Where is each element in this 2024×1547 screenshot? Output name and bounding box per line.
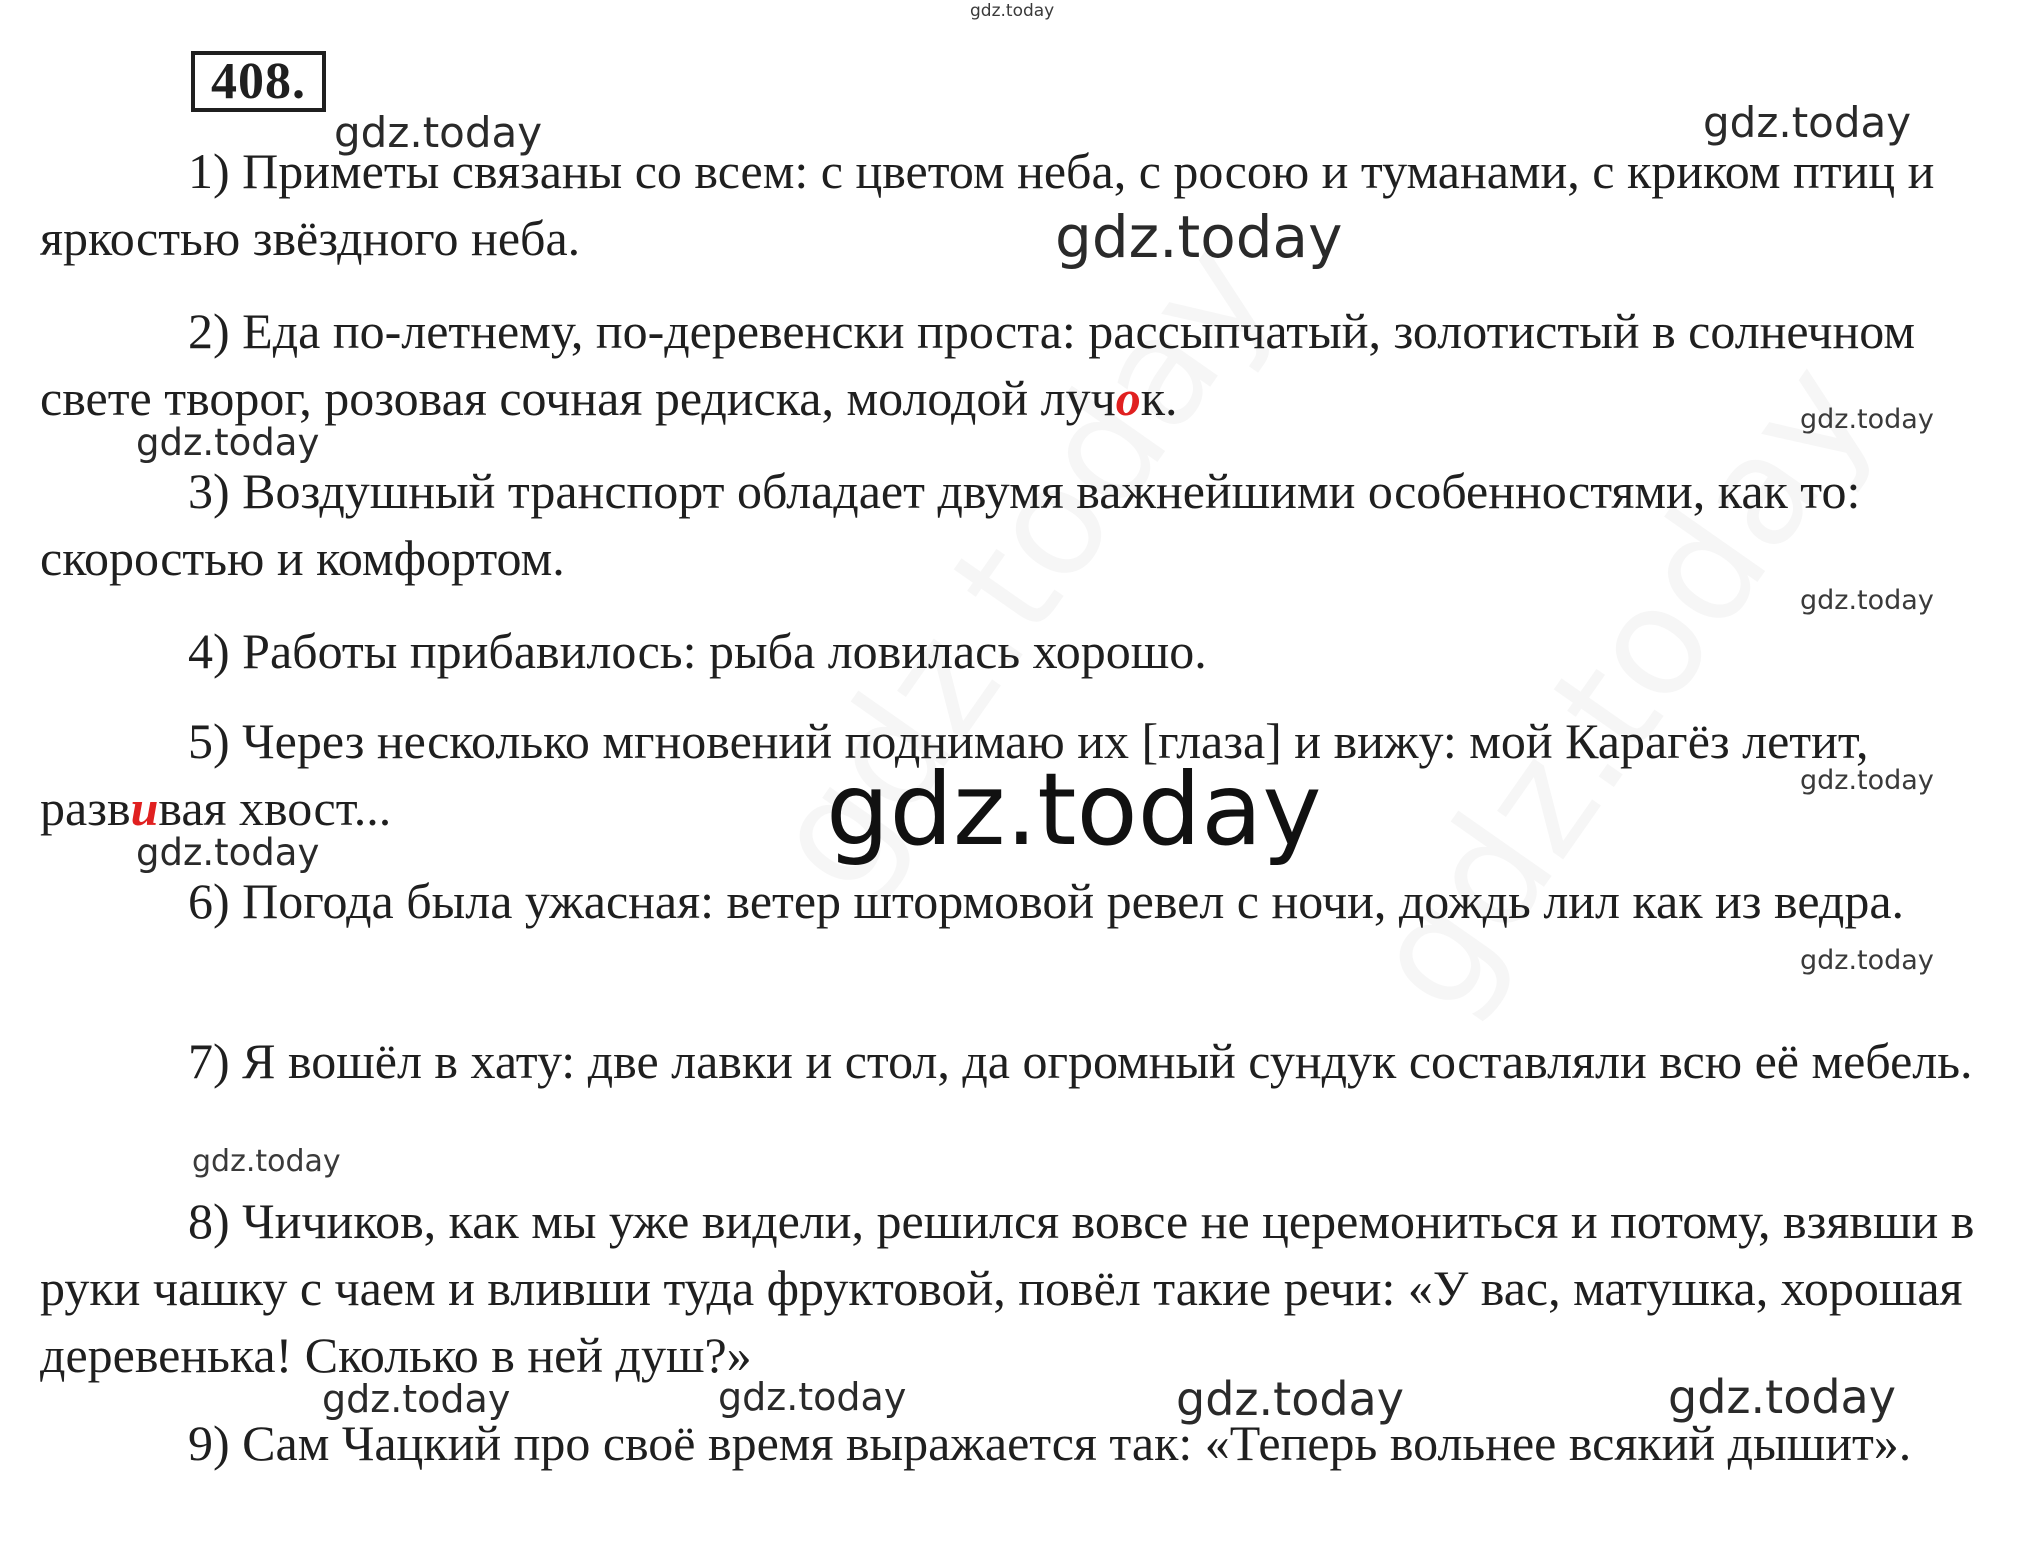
sentence-6 xyxy=(40,868,1990,935)
sentence-8 xyxy=(40,1188,1990,1389)
sentence-5 xyxy=(40,708,1990,842)
watermark: gdz.today xyxy=(192,1144,341,1179)
item-text: Погода была ужасная: ветер штормовой ревел с ночи, дождь лил как из ведра. xyxy=(242,873,1905,929)
item-text: Через несколько мгновений поднимаю их [глаза] и вижу: мой Карагёз летит, разв xyxy=(40,713,1869,836)
sentence-9 xyxy=(40,1410,1990,1477)
item-number: 1) xyxy=(188,143,230,199)
highlighted-letter: и xyxy=(130,780,159,836)
item-number: 7) xyxy=(188,1033,230,1089)
watermark: gdz.today xyxy=(718,1375,907,1419)
sentence-3 xyxy=(40,458,1990,592)
item-number: 6) xyxy=(188,873,230,929)
watermark: gdz.today xyxy=(1176,1372,1404,1426)
item-text-end: к. xyxy=(1140,370,1178,426)
watermark: gdz.today xyxy=(1800,585,1934,616)
watermark: gdz.today xyxy=(1055,203,1343,271)
background-watermark xyxy=(1337,333,1906,1042)
watermark: gdz.today xyxy=(1800,945,1934,976)
watermark: gdz.today xyxy=(1800,404,1934,435)
item-number: 2) xyxy=(188,303,230,359)
item-text: Приметы связаны со всем: с цветом неба, с росою и туманами, с криком птиц и яркостью звёздного неба. xyxy=(40,143,1935,266)
item-text: Сам Чацкий про своё время выражается так: «Теперь вольнее всякий дышит». xyxy=(242,1415,1912,1471)
item-number: 4) xyxy=(188,623,230,679)
sentence-2 xyxy=(40,298,1990,435)
item-text: Чичиков, как мы уже видели, решился вовсе не церемониться и потому, взявши в руки чашку с чаем и вливши туда фруктовой, повёл такие речи: «У вас, матушка, хорошая деревенька! Сколько в ней душ?» xyxy=(40,1193,1975,1383)
item-text: Воздушный транспорт обладает двумя важнейшими особенностями, как то: скоростью и комфортом. xyxy=(40,463,1861,586)
watermark: gdz.today xyxy=(1668,1370,1896,1424)
item-text: Еда по-летнему, по-деревенски проста: рассыпчатый, золотистый в солнечном свете творог, розовая сочная редиска, молодой луч xyxy=(40,303,1915,426)
item-number: 5) xyxy=(188,713,230,769)
sentence-1 xyxy=(40,138,1990,272)
sentence-7 xyxy=(40,1028,1990,1095)
item-text: Я вошёл в хату: две лавки и стол, да огромный сундук составляли всю её мебель. xyxy=(242,1033,1973,1089)
watermark: gdz.today xyxy=(1703,98,1912,147)
watermark: gdz.today xyxy=(334,108,543,157)
watermark: gdz.today xyxy=(136,421,320,464)
item-text: Работы прибавилось: рыба ловилась хорошо. xyxy=(242,623,1207,679)
item-number: 3) xyxy=(188,463,230,519)
item-text-end: вая хвост... xyxy=(158,780,392,836)
exercise-number: 408. xyxy=(191,51,326,112)
watermark: gdz.today xyxy=(970,1,1055,21)
watermark: gdz.today xyxy=(826,751,1322,868)
item-number: 8) xyxy=(188,1193,230,1249)
highlighted-letter: о xyxy=(1115,370,1141,426)
watermark: gdz.today xyxy=(136,831,320,874)
item-number: 9) xyxy=(188,1415,230,1471)
watermark: gdz.today xyxy=(322,1377,511,1421)
watermark: gdz.today xyxy=(1800,765,1934,796)
sentence-4 xyxy=(40,618,1990,685)
